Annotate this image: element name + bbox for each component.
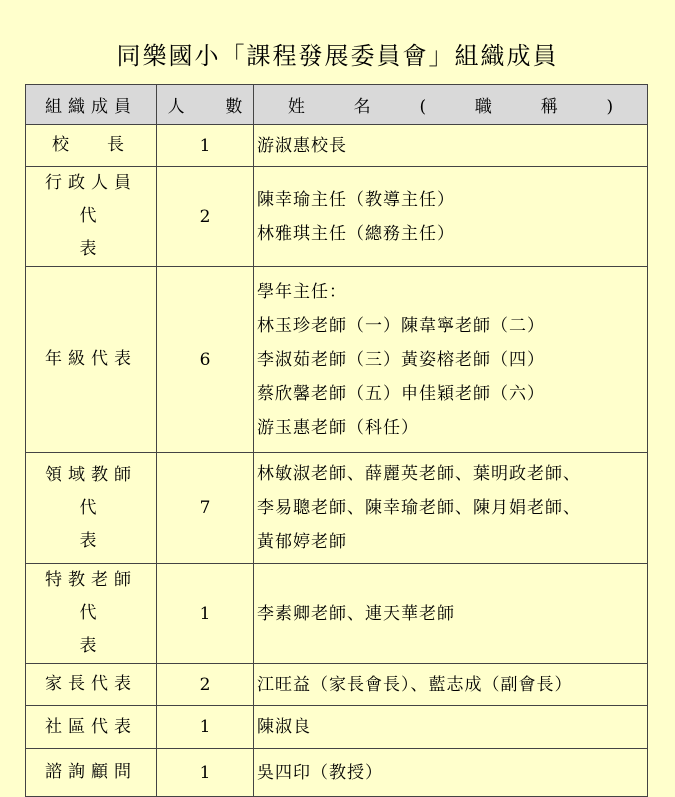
table-header-row bbox=[26, 85, 648, 125]
header-names-part: 職 bbox=[474, 97, 492, 117]
row-category-line: 表 bbox=[79, 636, 103, 656]
row-category: 諮詢顧問 bbox=[26, 749, 157, 797]
row-count: 6 bbox=[157, 267, 254, 453]
row-names bbox=[254, 267, 648, 453]
row-category bbox=[26, 564, 157, 664]
page-title: 同樂國小「課程發展委員會」組織成員 bbox=[116, 42, 559, 70]
row-category-line: 行政人員代 bbox=[45, 173, 137, 226]
row-count: 2 bbox=[157, 167, 254, 267]
name-line: 吳四印（教授） bbox=[257, 762, 383, 783]
header-names-part: 稱 bbox=[540, 97, 558, 117]
row-names bbox=[254, 706, 648, 749]
table-row bbox=[26, 706, 648, 749]
row-names bbox=[254, 167, 648, 267]
name-line: 林敏淑老師、薛麗英老師、葉明政老師、 bbox=[257, 464, 581, 484]
header-names-part: ) bbox=[606, 97, 614, 117]
name-line: 林雅琪主任（總務主任） bbox=[257, 223, 455, 244]
table-row bbox=[26, 453, 648, 564]
committee-table bbox=[25, 84, 648, 797]
header-names-part: ( bbox=[419, 97, 427, 117]
row-category-line: 特教老師代 bbox=[45, 570, 137, 623]
row-count: 1 bbox=[157, 749, 254, 797]
header-names-part: 名 bbox=[353, 97, 371, 117]
row-category-char: 校 bbox=[52, 135, 75, 155]
name-line: 江旺益（家長會長）、藍志成（副會長） bbox=[257, 674, 573, 695]
name-line: 陳淑良 bbox=[257, 717, 311, 737]
name-line: 黃郁婷老師 bbox=[257, 532, 347, 552]
row-category: 社區代表 bbox=[26, 706, 157, 749]
row-count: 1 bbox=[157, 564, 254, 664]
table-row bbox=[26, 267, 648, 453]
table-row bbox=[26, 125, 648, 167]
row-count: 1 bbox=[157, 706, 254, 749]
row-count: 7 bbox=[157, 453, 254, 564]
row-category-char: 長 bbox=[107, 135, 130, 155]
row-category-line: 表 bbox=[79, 239, 103, 259]
row-count: 1 bbox=[157, 125, 254, 167]
header-names-part: 姓 bbox=[287, 97, 305, 117]
header-count-char-2: 數 bbox=[225, 97, 243, 117]
row-category bbox=[26, 125, 157, 167]
name-line: 林玉珍老師（一）陳韋寧老師（二） bbox=[257, 315, 545, 336]
row-names bbox=[254, 125, 648, 167]
name-line: 陳幸瑜主任（教導主任） bbox=[257, 189, 455, 210]
table-row bbox=[26, 749, 648, 797]
name-line: 游玉惠老師（科任） bbox=[257, 417, 419, 438]
table-row bbox=[26, 664, 648, 706]
header-count bbox=[157, 85, 254, 125]
header-count-char-1: 人 bbox=[167, 97, 185, 117]
table-row bbox=[26, 167, 648, 267]
header-names bbox=[254, 85, 648, 125]
row-names bbox=[254, 453, 648, 564]
row-category bbox=[26, 167, 157, 267]
row-names bbox=[254, 664, 648, 706]
row-category-line: 領域教師代 bbox=[45, 464, 137, 518]
name-line: 蔡欣馨老師（五）申佳穎老師（六） bbox=[257, 383, 545, 404]
row-category: 家長代表 bbox=[26, 664, 157, 706]
row-category bbox=[26, 453, 157, 564]
name-line: 李易聰老師、陳幸瑜老師、陳月娟老師、 bbox=[257, 498, 581, 518]
name-line: 李淑茹老師（三）黃姿榕老師（四） bbox=[257, 349, 545, 370]
name-line: 游淑惠校長 bbox=[257, 135, 347, 156]
row-names bbox=[254, 749, 648, 797]
row-names bbox=[254, 564, 648, 664]
row-count: 2 bbox=[157, 664, 254, 706]
row-category: 年級代表 bbox=[26, 267, 157, 453]
header-category: 組織成員 bbox=[26, 85, 157, 125]
name-line: 學年主任： bbox=[257, 281, 347, 302]
name-line: 李素卿老師、連天華老師 bbox=[257, 603, 455, 624]
table-row bbox=[26, 564, 648, 664]
row-category-line: 表 bbox=[79, 530, 103, 551]
